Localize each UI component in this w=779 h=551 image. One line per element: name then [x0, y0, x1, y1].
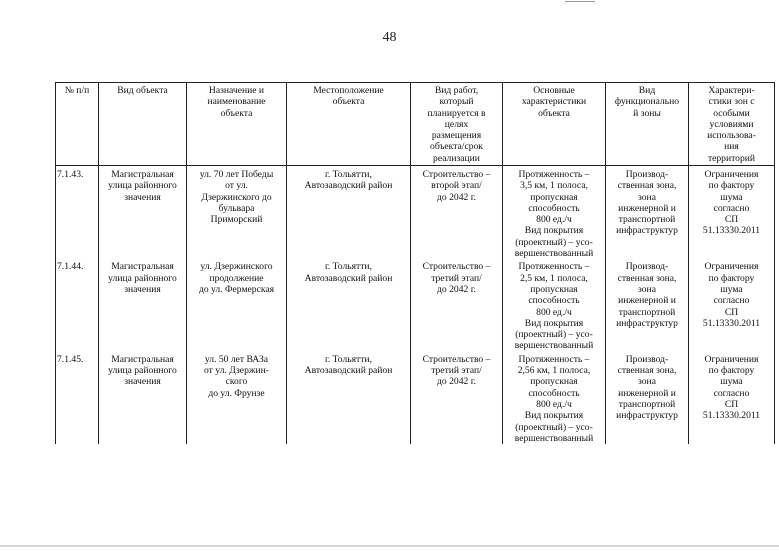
- cell-number: 7.1.44.: [56, 259, 99, 351]
- cell-object-type: Магистральная улица районного значения: [99, 259, 187, 351]
- cell-location: г. Тольятти, Автозаводский район: [287, 166, 411, 260]
- scan-artifact-mark: [565, 0, 595, 2]
- table-row: [56, 352, 775, 444]
- page-number: 48: [382, 30, 397, 45]
- cell-purpose: ул. Дзержинского продолжение до ул. Фермерская: [187, 259, 287, 351]
- cell-works: Строительство – второй этап/ до 2042 г.: [411, 166, 503, 260]
- cell-functional-zone: Производ- ственная зона, зона инженерной и транспортной инфраструктур: [606, 259, 689, 351]
- cell-works: Строительство – третий этап/ до 2042 г.: [411, 259, 503, 351]
- header-cell-functional-zone: Вид функционально й зоны: [606, 83, 689, 166]
- table-header-row: [56, 83, 775, 166]
- table-row: [56, 166, 775, 260]
- header-cell-purpose: Назначение и наименование объекта: [187, 83, 287, 166]
- cell-special-zones: Ограничения по фактору шума согласно СП 51.13330.2011: [689, 352, 775, 444]
- cell-special-zones: Ограничения по фактору шума согласно СП 51.13330.2011: [689, 259, 775, 351]
- cell-object-type: Магистральная улица районного значения: [99, 166, 187, 260]
- cell-characteristics: Протяженность – 2,56 км, 1 полоса, пропускная способность 800 ед./ч Вид покрытия (проектный) – усо- вершенствованный: [503, 352, 606, 444]
- cell-characteristics: Протяженность – 2,5 км, 1 полоса, пропускная способность 800 ед./ч Вид покрытия (проектный) – усо- вершенствованный: [503, 259, 606, 351]
- header-cell-object-type: Вид объекта: [99, 83, 187, 166]
- header-cell-characteristics: Основные характеристики объекта: [503, 83, 606, 166]
- header-cell-special-zones: Характери- стики зон с особыми условиями использова- ния территорий: [689, 83, 775, 166]
- cell-functional-zone: Производ- ственная зона, зона инженерной и транспортной инфраструктур: [606, 166, 689, 260]
- cell-number: 7.1.43.: [56, 166, 99, 260]
- cell-special-zones: Ограничения по фактору шума согласно СП 51.13330.2011: [689, 166, 775, 260]
- cell-works: Строительство – третий этап/ до 2042 г.: [411, 352, 503, 444]
- header-cell-number: № п/п: [56, 83, 99, 166]
- cell-location: г. Тольятти, Автозаводский район: [287, 259, 411, 351]
- cell-characteristics: Протяженность – 3,5 км, 1 полоса, пропускная способность 800 ед./ч Вид покрытия (проектный) – усо- вершенствованный: [503, 166, 606, 260]
- header-cell-location: Местоположение объекта: [287, 83, 411, 166]
- header-cell-works: Вид работ, который планируется в целях размещения объекта/срок реализации: [411, 83, 503, 166]
- table-row: [56, 259, 775, 351]
- cell-purpose: ул. 70 лет Победы от ул. Дзержинского до бульвара Приморский: [187, 166, 287, 260]
- cell-purpose: ул. 50 лет ВАЗа от ул. Дзержин- ского до ул. Фрунзе: [187, 352, 287, 444]
- cell-object-type: Магистральная улица районного значения: [99, 352, 187, 444]
- objects-table: [55, 82, 775, 444]
- cell-location: г. Тольятти, Автозаводский район: [287, 352, 411, 444]
- cell-number: 7.1.45.: [56, 352, 99, 444]
- scan-bottom-edge: [0, 545, 779, 547]
- cell-functional-zone: Производ- ственная зона, зона инженерной и транспортной инфраструктур: [606, 352, 689, 444]
